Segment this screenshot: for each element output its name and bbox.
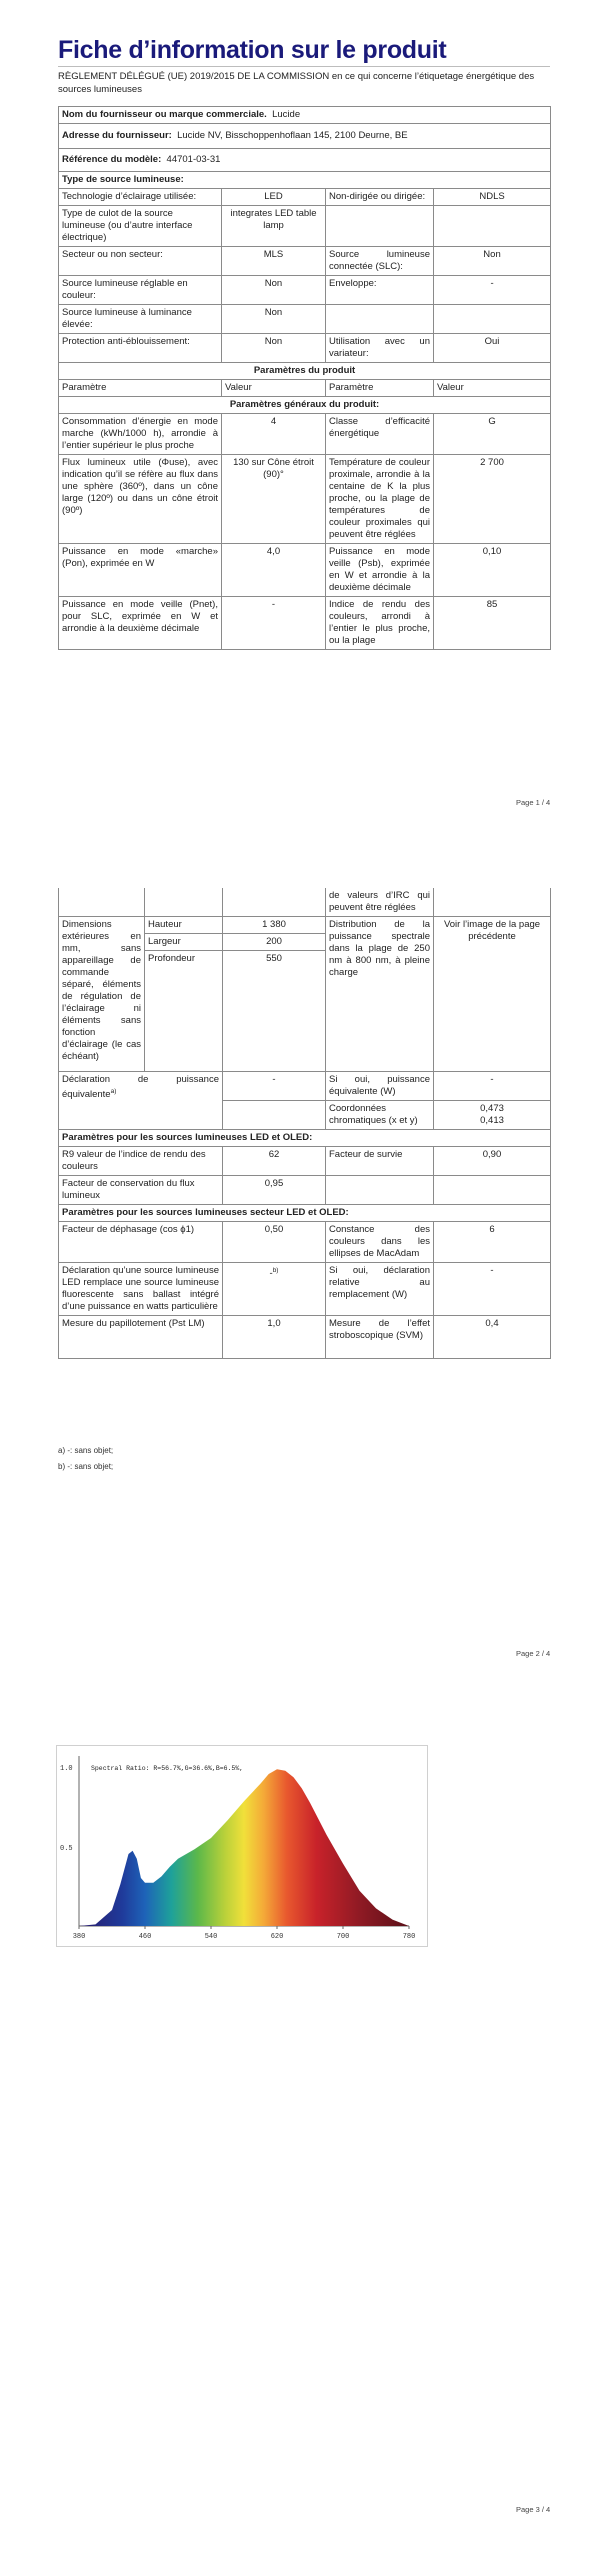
table-row xyxy=(59,247,551,276)
table-row xyxy=(59,334,551,363)
led-params-heading: Paramètres pour les sources lumineuses LED et OLED: xyxy=(59,1130,551,1147)
product-params-heading-row xyxy=(59,363,551,380)
flicker-label: Mesure du papillotement (Pst LM) xyxy=(59,1316,223,1359)
table-row xyxy=(59,1147,551,1176)
macadam-value: 6 xyxy=(434,1222,551,1263)
column-header-row xyxy=(59,380,551,397)
row-label: Puissance en mode veille (Pnet), pour SLC, exprimée en W et arrondie à la deuxième décimale xyxy=(59,597,222,650)
x-tick-label: 620 xyxy=(270,1933,284,1941)
dimensions-row xyxy=(59,917,551,934)
replacement-if-value: - xyxy=(434,1263,551,1316)
row-value: 0,10 xyxy=(434,544,551,597)
spectrum-svg xyxy=(57,1746,427,1946)
x-tick-label: 700 xyxy=(336,1933,350,1941)
table-row xyxy=(59,1316,551,1359)
supplier-name-label: Nom du fournisseur ou marque commerciale. xyxy=(62,109,267,120)
row-value: 130 sur Cône étroit (90)° xyxy=(222,455,326,544)
table-row xyxy=(59,414,551,455)
supplier-name-row xyxy=(59,107,551,124)
row-value: - xyxy=(222,597,326,650)
survival-factor-label: Facteur de survie xyxy=(326,1147,434,1176)
row-label: Classe d’efficacité énergétique xyxy=(326,414,434,455)
depth-value: 550 xyxy=(223,951,326,968)
row-value: NDLS xyxy=(434,189,551,206)
lumen-maintenance-label: Facteur de conservation du flux lumineux xyxy=(59,1176,223,1205)
row-label: Source lumineuse à luminance élevée: xyxy=(59,305,222,334)
spectral-ratio-legend: Spectral Ratio: R=56.7%,G=36.6%,B=6.5%, xyxy=(91,1765,244,1772)
row-value: G xyxy=(434,414,551,455)
product-info-table-page2 xyxy=(58,888,551,1359)
cri-continuation: de valeurs d’IRC qui peuvent être réglées xyxy=(326,888,434,917)
row-value: 4,0 xyxy=(222,544,326,597)
row-value: 2 700 xyxy=(434,455,551,544)
led-params-heading-row xyxy=(59,1130,551,1147)
depth-label: Profondeur xyxy=(145,951,223,968)
stroboscopic-label: Mesure de l’effet stroboscopique (SVM) xyxy=(326,1316,434,1359)
chromaticity-y: 0,413 xyxy=(480,1115,504,1126)
spectral-distribution-label: Distribution de la puissance spectrale dans la plage de 250 nm à 800 nm, à pleine charge xyxy=(326,917,434,1072)
width-value: 200 xyxy=(223,934,326,951)
stroboscopic-value: 0,4 xyxy=(434,1316,551,1359)
displacement-factor-value: 0,50 xyxy=(223,1222,326,1263)
mains-params-heading: Paramètres pour les sources lumineuses secteur LED et OLED: xyxy=(59,1205,551,1222)
y-tick-label: 1.0 xyxy=(60,1765,73,1773)
r9-label: R9 valeur de l’indice de rendu des couleurs xyxy=(59,1147,223,1176)
row-label: Enveloppe: xyxy=(326,276,434,305)
fluorescent-replacement-label: Déclaration qu’une source lumineuse LED remplace une source lumineuse fluorescente sans ballast intégré d’une puissance en watts particulière xyxy=(59,1263,223,1316)
table-row xyxy=(59,544,551,597)
table-row xyxy=(59,206,551,247)
supplier-name-value: Lucide xyxy=(272,109,301,120)
mains-params-heading-row xyxy=(59,1205,551,1222)
product-params-heading: Paramètres du produit xyxy=(59,363,551,380)
equivalent-power-if-value: - xyxy=(434,1072,551,1101)
equivalent-power-label: Déclaration de puissance équivalente xyxy=(62,1074,219,1101)
model-reference-value: 44701-03-31 xyxy=(166,154,221,165)
row-label: Puissance en mode «marche» (Pon), exprimée en W xyxy=(59,544,222,597)
table-row xyxy=(59,455,551,544)
displacement-factor-label: Facteur de déphasage (cos ϕ1) xyxy=(59,1222,223,1263)
lumen-maintenance-value: 0,95 xyxy=(223,1176,326,1205)
equivalent-power-value: - xyxy=(223,1072,326,1101)
survival-factor-value: 0,90 xyxy=(434,1147,551,1176)
row-value: integrates LED table lamp xyxy=(222,206,326,247)
row-label: Source lumineuse réglable en couleur: xyxy=(59,276,222,305)
x-tick-label: 460 xyxy=(138,1933,152,1941)
page-number: Page 1 / 4 xyxy=(516,798,551,807)
dimensions-label: Dimensions extérieures en mm, sans appareillage de commande séparé, éléments de régulation de l’éclairage ni éléments sans fonction d’éclairage (le cas échéant) xyxy=(59,917,145,1072)
row-value: Non xyxy=(222,334,326,363)
equivalent-power-if-label: Si oui, puissance équivalente (W) xyxy=(326,1072,434,1101)
row-label: Consommation d’énergie en mode marche (kWh/1000 h), arrondie à l’entier supérieur le plus proche xyxy=(59,414,222,455)
flicker-value: 1,0 xyxy=(223,1316,326,1359)
row-label xyxy=(326,305,434,334)
general-params-heading-row xyxy=(59,397,551,414)
product-info-table-page1 xyxy=(58,106,551,650)
fluorescent-replacement-value: - xyxy=(269,1268,273,1280)
column-header-param: Paramètre xyxy=(326,380,434,397)
equivalent-power-row: Déclaration de puissance équivalente$^{a)}$ - Si oui, puissance équivalente (W) - xyxy=(59,1072,551,1101)
spectrum-chart xyxy=(56,1745,428,1947)
row-value: 85 xyxy=(434,597,551,650)
table-row xyxy=(59,276,551,305)
row-label: Source lumineuse connectée (SLC): xyxy=(326,247,434,276)
model-reference-row xyxy=(59,149,551,172)
replacement-if-label: Si oui, déclaration relative au remplacement (W) xyxy=(326,1263,434,1316)
table-row xyxy=(59,305,551,334)
row-value xyxy=(434,305,551,334)
row-label: Puissance en mode veille (Psb), exprimée en W et arrondie à la deuxième décimale xyxy=(326,544,434,597)
light-source-type-heading-row xyxy=(59,172,551,189)
general-params-heading: Paramètres généraux du produit: xyxy=(59,397,551,414)
row-value: Non xyxy=(434,247,551,276)
row-label: Type de culot de la source lumineuse (ou d’autre interface électrique) xyxy=(59,206,222,247)
row-value: Non xyxy=(222,276,326,305)
supplier-address-value: Lucide NV, Bisschoppenhoflaan 145, 2100 Deurne, BE xyxy=(177,130,408,141)
row-label xyxy=(326,206,434,247)
x-tick-label: 540 xyxy=(204,1933,218,1941)
r9-value: 62 xyxy=(223,1147,326,1176)
macadam-label: Constance des couleurs dans les ellipses de MacAdam xyxy=(326,1222,434,1263)
row-value xyxy=(434,206,551,247)
row-label: Non-dirigée ou dirigée: xyxy=(326,189,434,206)
width-label: Largeur xyxy=(145,934,223,951)
footnote-b: b) -: sans objet; xyxy=(58,1462,114,1471)
footnote-a: a) -: sans objet; xyxy=(58,1446,114,1455)
row-label: Température de couleur proximale, arrondie à la centaine de K la plus proche, ou la plage de températures de couleur proximales qui peuvent être réglées xyxy=(326,455,434,544)
row-value: - xyxy=(434,276,551,305)
row-value: LED xyxy=(222,189,326,206)
chromaticity-label: Coordonnées chromatiques (x et y) xyxy=(326,1101,434,1130)
page-number: Page 2 / 4 xyxy=(516,1649,551,1658)
table-row xyxy=(59,1222,551,1263)
row-value: Oui xyxy=(434,334,551,363)
column-header-value: Valeur xyxy=(222,380,326,397)
row-value: Non xyxy=(222,305,326,334)
row-label: Protection anti-éblouissement: xyxy=(59,334,222,363)
supplier-address-row xyxy=(59,124,551,149)
height-label: Hauteur xyxy=(145,917,223,934)
x-tick-label: 380 xyxy=(72,1933,86,1941)
row-label: Technologie d’éclairage utilisée: xyxy=(59,189,222,206)
table-row xyxy=(59,1176,551,1205)
light-source-type-heading: Type de source lumineuse: xyxy=(59,172,551,189)
page-title: Fiche d’information sur le produit xyxy=(58,36,447,64)
y-tick-label: 0.5 xyxy=(60,1845,73,1853)
row-value: 4 xyxy=(222,414,326,455)
x-tick-label: 780 xyxy=(402,1933,416,1941)
row-value: MLS xyxy=(222,247,326,276)
title-rule xyxy=(58,66,550,67)
row-label: Utilisation avec un variateur: xyxy=(326,334,434,363)
spectrum-area xyxy=(79,1769,409,1926)
table-row: Déclaration qu’une source lumineuse LED remplace une source lumineuse fluorescente sans ballast intégré d’une puissance en watts particulière -$^{b)}$ Si oui, déclaration relative au remplacement (W) - xyxy=(59,1263,551,1316)
spectral-distribution-value: Voir l’image de la page précédente xyxy=(434,917,551,1072)
table-row xyxy=(59,189,551,206)
supplier-address-label: Adresse du fournisseur: xyxy=(62,130,172,141)
column-header-value: Valeur xyxy=(434,380,551,397)
row-label: Indice de rendu des couleurs, arrondi à l’entier le plus proche, ou la plage xyxy=(326,597,434,650)
height-value: 1 380 xyxy=(223,917,326,934)
page-number: Page 3 / 4 xyxy=(516,2505,551,2514)
model-reference-label: Référence du modèle: xyxy=(62,154,162,165)
chromaticity-x: 0,473 xyxy=(480,1103,504,1114)
regulation-subtitle: RÈGLEMENT DÉLÉGUÉ (UE) 2019/2015 DE LA COMMISSION en ce qui concerne l’étiquetage énergétique des sources lumineuses xyxy=(58,71,535,95)
row-label: Flux lumineux utile (Φuse), avec indication qu’il se réfère au flux dans une sphère (360º), dans un cône large (120º) ou dans un cône étroit (90º) xyxy=(59,455,222,544)
row-label: Secteur ou non secteur: xyxy=(59,247,222,276)
column-header-param: Paramètre xyxy=(59,380,222,397)
table-row xyxy=(59,888,551,917)
table-row xyxy=(59,597,551,650)
